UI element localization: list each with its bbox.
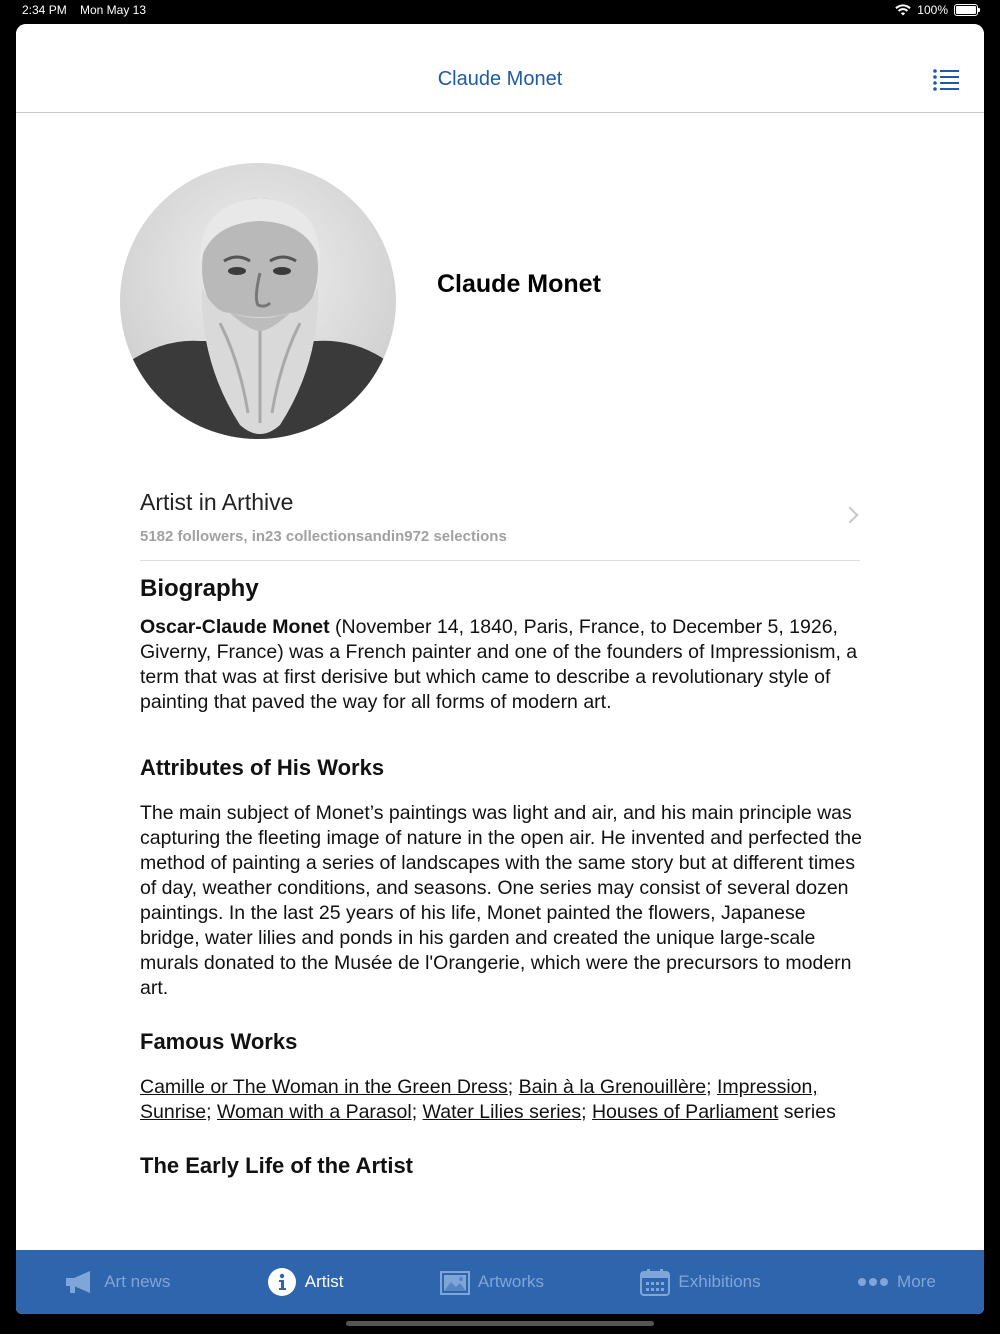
list-menu-button[interactable] [932, 68, 960, 92]
artist-in-arthive-row[interactable] [140, 483, 860, 561]
famous-work-link[interactable]: Houses of Parliament [591, 1101, 779, 1123]
separator: ; [581, 1101, 592, 1123]
battery-icon [954, 4, 978, 16]
more-dots-icon [857, 1277, 889, 1287]
list-icon [932, 68, 960, 92]
separator: ; [206, 1101, 217, 1123]
biography-lead-rest: (November 14, 1840, Paris, France, to December 5, 1926, Giverny, France) was a French painter and one of the founders of Impressionism, a term that was at first derisive but which came to describe a revolutionary style of painting that paved the way for all forms of modern art. [140, 616, 858, 713]
status-right [895, 3, 978, 17]
status-date: Mon May 13 [80, 3, 147, 17]
attributes-heading: Attributes of His Works [140, 755, 385, 780]
biography-heading: Biography [140, 575, 259, 602]
tab-label: More [897, 1272, 936, 1291]
portrait-image [120, 163, 396, 439]
app-sheet [16, 24, 984, 1314]
artist-portrait [120, 163, 396, 439]
megaphone-icon [64, 1270, 96, 1294]
nav-title: Claude Monet [437, 68, 563, 90]
famous-work-link[interactable]: Bain à la Grenouillère [518, 1076, 707, 1098]
tab-label: Art news [104, 1272, 171, 1291]
chevron-right-icon [842, 507, 859, 524]
home-indicator[interactable] [346, 1321, 654, 1326]
famous-works-list [140, 1075, 865, 1125]
status-time: 2:34 PM [22, 3, 67, 17]
early-life-heading: The Early Life of the Artist [140, 1153, 414, 1178]
tab-bar [16, 1250, 984, 1314]
tab-art-news[interactable] [64, 1270, 170, 1294]
separator: ; [411, 1101, 423, 1123]
separator: ; [507, 1076, 519, 1098]
tab-label: Artist [304, 1272, 344, 1291]
archive-title: Artist in Arthive [140, 489, 294, 515]
battery-percent: 100% [917, 3, 948, 17]
image-icon [440, 1269, 470, 1295]
tab-exhibitions[interactable] [640, 1268, 760, 1296]
tab-artworks[interactable] [440, 1269, 544, 1295]
famous-work-link[interactable]: Woman with a Parasol [216, 1101, 412, 1123]
status-bar [0, 0, 1000, 22]
attributes-text: The main subject of Monet’s paintings was light and air, and his main principle was capturing the fleeting image of nature in the open air. He invented and perfected the method of painting a series of landscapes with the same story but at different times of day, weather conditions, and seasons. One series may consist of several dozen paintings. In the last 25 years of his life, Monet painted the flowers, Japanese bridge, water lilies and ponds in his garden and created the unique large-scale murals donated to the Musée de l'Orangerie, which were the precursors to modern art. [140, 802, 862, 999]
archive-stats: 5182 followers, in23 collectionsandin972 selections [140, 528, 507, 545]
artist-article [140, 575, 865, 1179]
biography-text [140, 615, 865, 715]
biography-lead-bold: Oscar-Claude Monet [140, 616, 330, 638]
famous-work-link[interactable]: Water Lilies series [422, 1101, 582, 1123]
famous-work-link[interactable]: Impression, Sunrise [140, 1076, 818, 1123]
artist-name: Claude Monet [437, 270, 601, 298]
tab-artist[interactable] [267, 1267, 344, 1297]
tab-label: Exhibitions [678, 1272, 761, 1291]
calendar-icon [640, 1268, 670, 1296]
famous-works-suffix: series [778, 1101, 836, 1123]
tab-label: Artworks [477, 1272, 545, 1291]
artist-content[interactable] [16, 113, 984, 1250]
famous-work-link[interactable]: Camille or The Woman in the Green Dress [140, 1076, 508, 1098]
wifi-icon [895, 4, 911, 16]
navigation-bar [16, 24, 984, 113]
info-icon [267, 1267, 297, 1297]
separator: ; [706, 1076, 717, 1098]
famous-works-heading: Famous Works [140, 1029, 298, 1054]
tab-more[interactable] [857, 1272, 936, 1292]
